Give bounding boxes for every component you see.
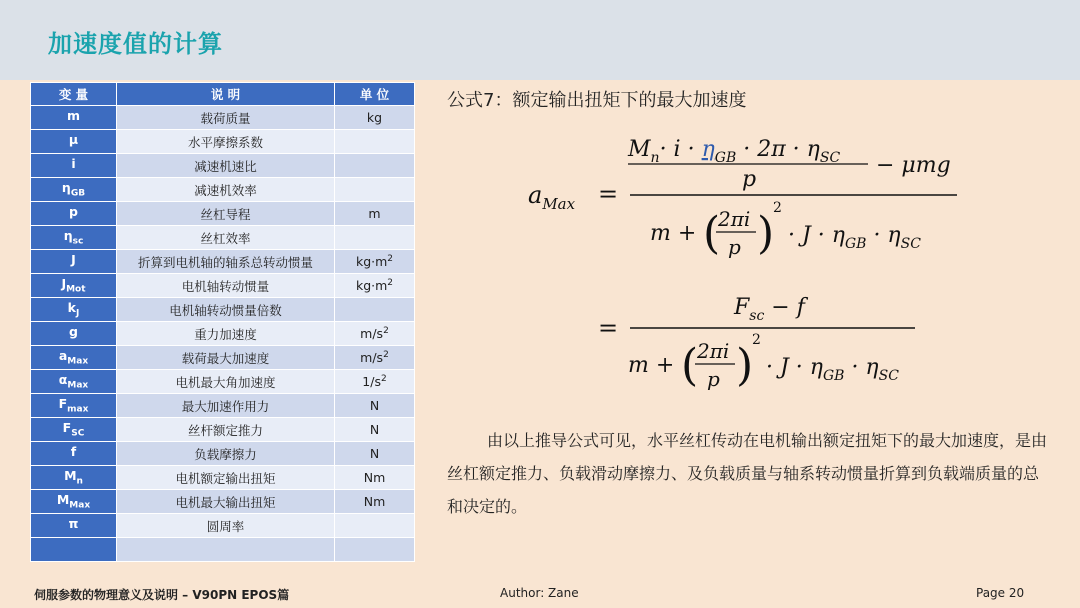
numerator-top: $M_n\cdot i \cdot \eta_{GB} \cdot 2\pi \cdot \eta_{SC}$ <box>628 137 841 166</box>
table-row <box>31 418 415 442</box>
denominator-m-2: m + <box>628 353 675 378</box>
variable-symbol: p <box>31 202 117 226</box>
denominator-tail-2: · $J \cdot \eta_{GB} \cdot \eta_{SC}$ <box>766 355 899 384</box>
table-row <box>31 514 415 538</box>
variable-unit: $m/s^2$ <box>335 322 415 346</box>
variable-unit: m <box>335 202 415 226</box>
variable-description: 负载摩擦力 <box>117 442 335 466</box>
table-row <box>31 154 415 178</box>
footer-page-number: Page 20 <box>976 586 1025 600</box>
table-row <box>31 442 415 466</box>
equals-sign-2: = <box>598 314 619 342</box>
denominator-m: m + <box>650 221 697 246</box>
explanation-paragraph: 由以上推导公式可见，水平丝杠传动在电机输出额定扭矩下的最大加速度，是由丝杠额定推力、负载滑动摩擦力、及负载质量与轴系转动惯量折算到负载端质量的总和决定的。 <box>447 431 1048 516</box>
variable-unit <box>335 538 415 562</box>
table-row <box>31 178 415 202</box>
formula-label: 公式7：额定输出扭矩下的最大加速度 <box>447 90 747 111</box>
variable-description: 圆周率 <box>117 514 335 538</box>
variable-symbol: $\alpha_{Max}$ <box>31 370 117 394</box>
variable-description: 丝杆额定推力 <box>117 418 335 442</box>
variable-symbol: $F_{SC}$ <box>31 418 117 442</box>
variable-symbol: $F_{max}$ <box>31 394 117 418</box>
variable-symbol: $\eta_{sc}$ <box>31 226 117 250</box>
variable-unit: N <box>335 394 415 418</box>
formula <box>520 118 980 408</box>
table-row <box>31 370 415 394</box>
variable-unit <box>335 226 415 250</box>
table-row <box>31 346 415 370</box>
exponent: 2 <box>773 200 782 216</box>
variable-unit: $1/s^2$ <box>335 370 415 394</box>
variable-table <box>30 82 415 562</box>
svg-text:2: 2 <box>752 332 761 348</box>
second-numerator: $F_{sc} - f$ <box>734 295 805 324</box>
paren-frac-den: p <box>728 235 741 259</box>
variable-description: 载荷最大加速度 <box>117 346 335 370</box>
paren-frac-num: 2πi <box>718 207 751 231</box>
variable-description: 电机最大角加速度 <box>117 370 335 394</box>
variable-unit: N <box>335 442 415 466</box>
variable-symbol: g <box>31 322 117 346</box>
variable-description: 重力加速度 <box>117 322 335 346</box>
variable-symbol: i <box>31 154 117 178</box>
variable-symbol <box>31 538 117 562</box>
table-row <box>31 394 415 418</box>
column-header: 说 明 <box>117 83 335 106</box>
variable-description: 减速机效率 <box>117 178 335 202</box>
variable-description: 折算到电机轴的轴系总转动惯量 <box>117 250 335 274</box>
table-row <box>31 250 415 274</box>
variable-description: 丝杠效率 <box>117 226 335 250</box>
page-title: 加速度值的计算 <box>48 30 223 58</box>
variable-unit: kg <box>335 106 415 130</box>
svg-text:): ) <box>736 340 754 391</box>
variable-description: 载荷质量 <box>117 106 335 130</box>
table-row <box>31 490 415 514</box>
variable-description: 电机轴转动惯量 <box>117 274 335 298</box>
footer-author: Author: Zane <box>500 586 579 600</box>
variable-symbol: m <box>31 106 117 130</box>
table-row <box>31 322 415 346</box>
variable-unit: $kg\cdot m^2$ <box>335 250 415 274</box>
variable-unit <box>335 514 415 538</box>
variable-description: 电机最大输出扭矩 <box>117 490 335 514</box>
table-row <box>31 106 415 130</box>
variable-unit <box>335 178 415 202</box>
table-row <box>31 466 415 490</box>
table-row <box>31 274 415 298</box>
column-header: 变 量 <box>31 83 117 106</box>
table-row <box>31 130 415 154</box>
variable-symbol: π <box>31 514 117 538</box>
table-row <box>31 202 415 226</box>
table-row <box>31 538 415 562</box>
variable-symbol: μ <box>31 130 117 154</box>
table-row <box>31 226 415 250</box>
variable-symbol: $a_{Max}$ <box>31 346 117 370</box>
column-header: 单 位 <box>335 83 415 106</box>
variable-unit: Nm <box>335 490 415 514</box>
variable-description: 水平摩擦系数 <box>117 130 335 154</box>
variable-description: 丝杠导程 <box>117 202 335 226</box>
variable-unit: $m/s^2$ <box>335 346 415 370</box>
variable-unit <box>335 298 415 322</box>
variable-description: 减速机速比 <box>117 154 335 178</box>
svg-text:2πi: 2πi <box>697 339 730 363</box>
variable-unit: N <box>335 418 415 442</box>
variable-symbol: f <box>31 442 117 466</box>
paren-open: ( <box>703 208 721 259</box>
variable-description <box>117 538 335 562</box>
table-row <box>31 298 415 322</box>
variable-symbol: $M_n$ <box>31 466 117 490</box>
variable-symbol: $M_{Max}$ <box>31 490 117 514</box>
numerator-tail: − μmg <box>876 153 951 178</box>
svg-text:(: ( <box>681 340 699 391</box>
table-header-row <box>31 83 415 106</box>
variable-symbol: $k_J$ <box>31 298 117 322</box>
formula-lhs: $a_{Max}$ <box>528 181 576 213</box>
denominator-tail: · $J \cdot \eta_{GB} \cdot \eta_{SC}$ <box>788 223 921 252</box>
inner-denominator: p <box>742 167 757 192</box>
svg-text:p: p <box>707 367 720 391</box>
variable-symbol: $J_{Mot}$ <box>31 274 117 298</box>
variable-unit: $kg\cdot m^2$ <box>335 274 415 298</box>
variable-description: 电机额定输出扭矩 <box>117 466 335 490</box>
variable-unit: Nm <box>335 466 415 490</box>
variable-symbol: J <box>31 250 117 274</box>
paren-close: ) <box>757 208 775 259</box>
variable-description: 最大加速作用力 <box>117 394 335 418</box>
variable-unit <box>335 154 415 178</box>
equals-sign: = <box>598 180 619 208</box>
variable-unit <box>335 130 415 154</box>
variable-description: 电机轴转动惯量倍数 <box>117 298 335 322</box>
variable-symbol: $\eta_{GB}$ <box>31 178 117 202</box>
footer-document-title: 伺服参数的物理意义及说明 – V90PN EPOS篇 <box>34 588 290 602</box>
